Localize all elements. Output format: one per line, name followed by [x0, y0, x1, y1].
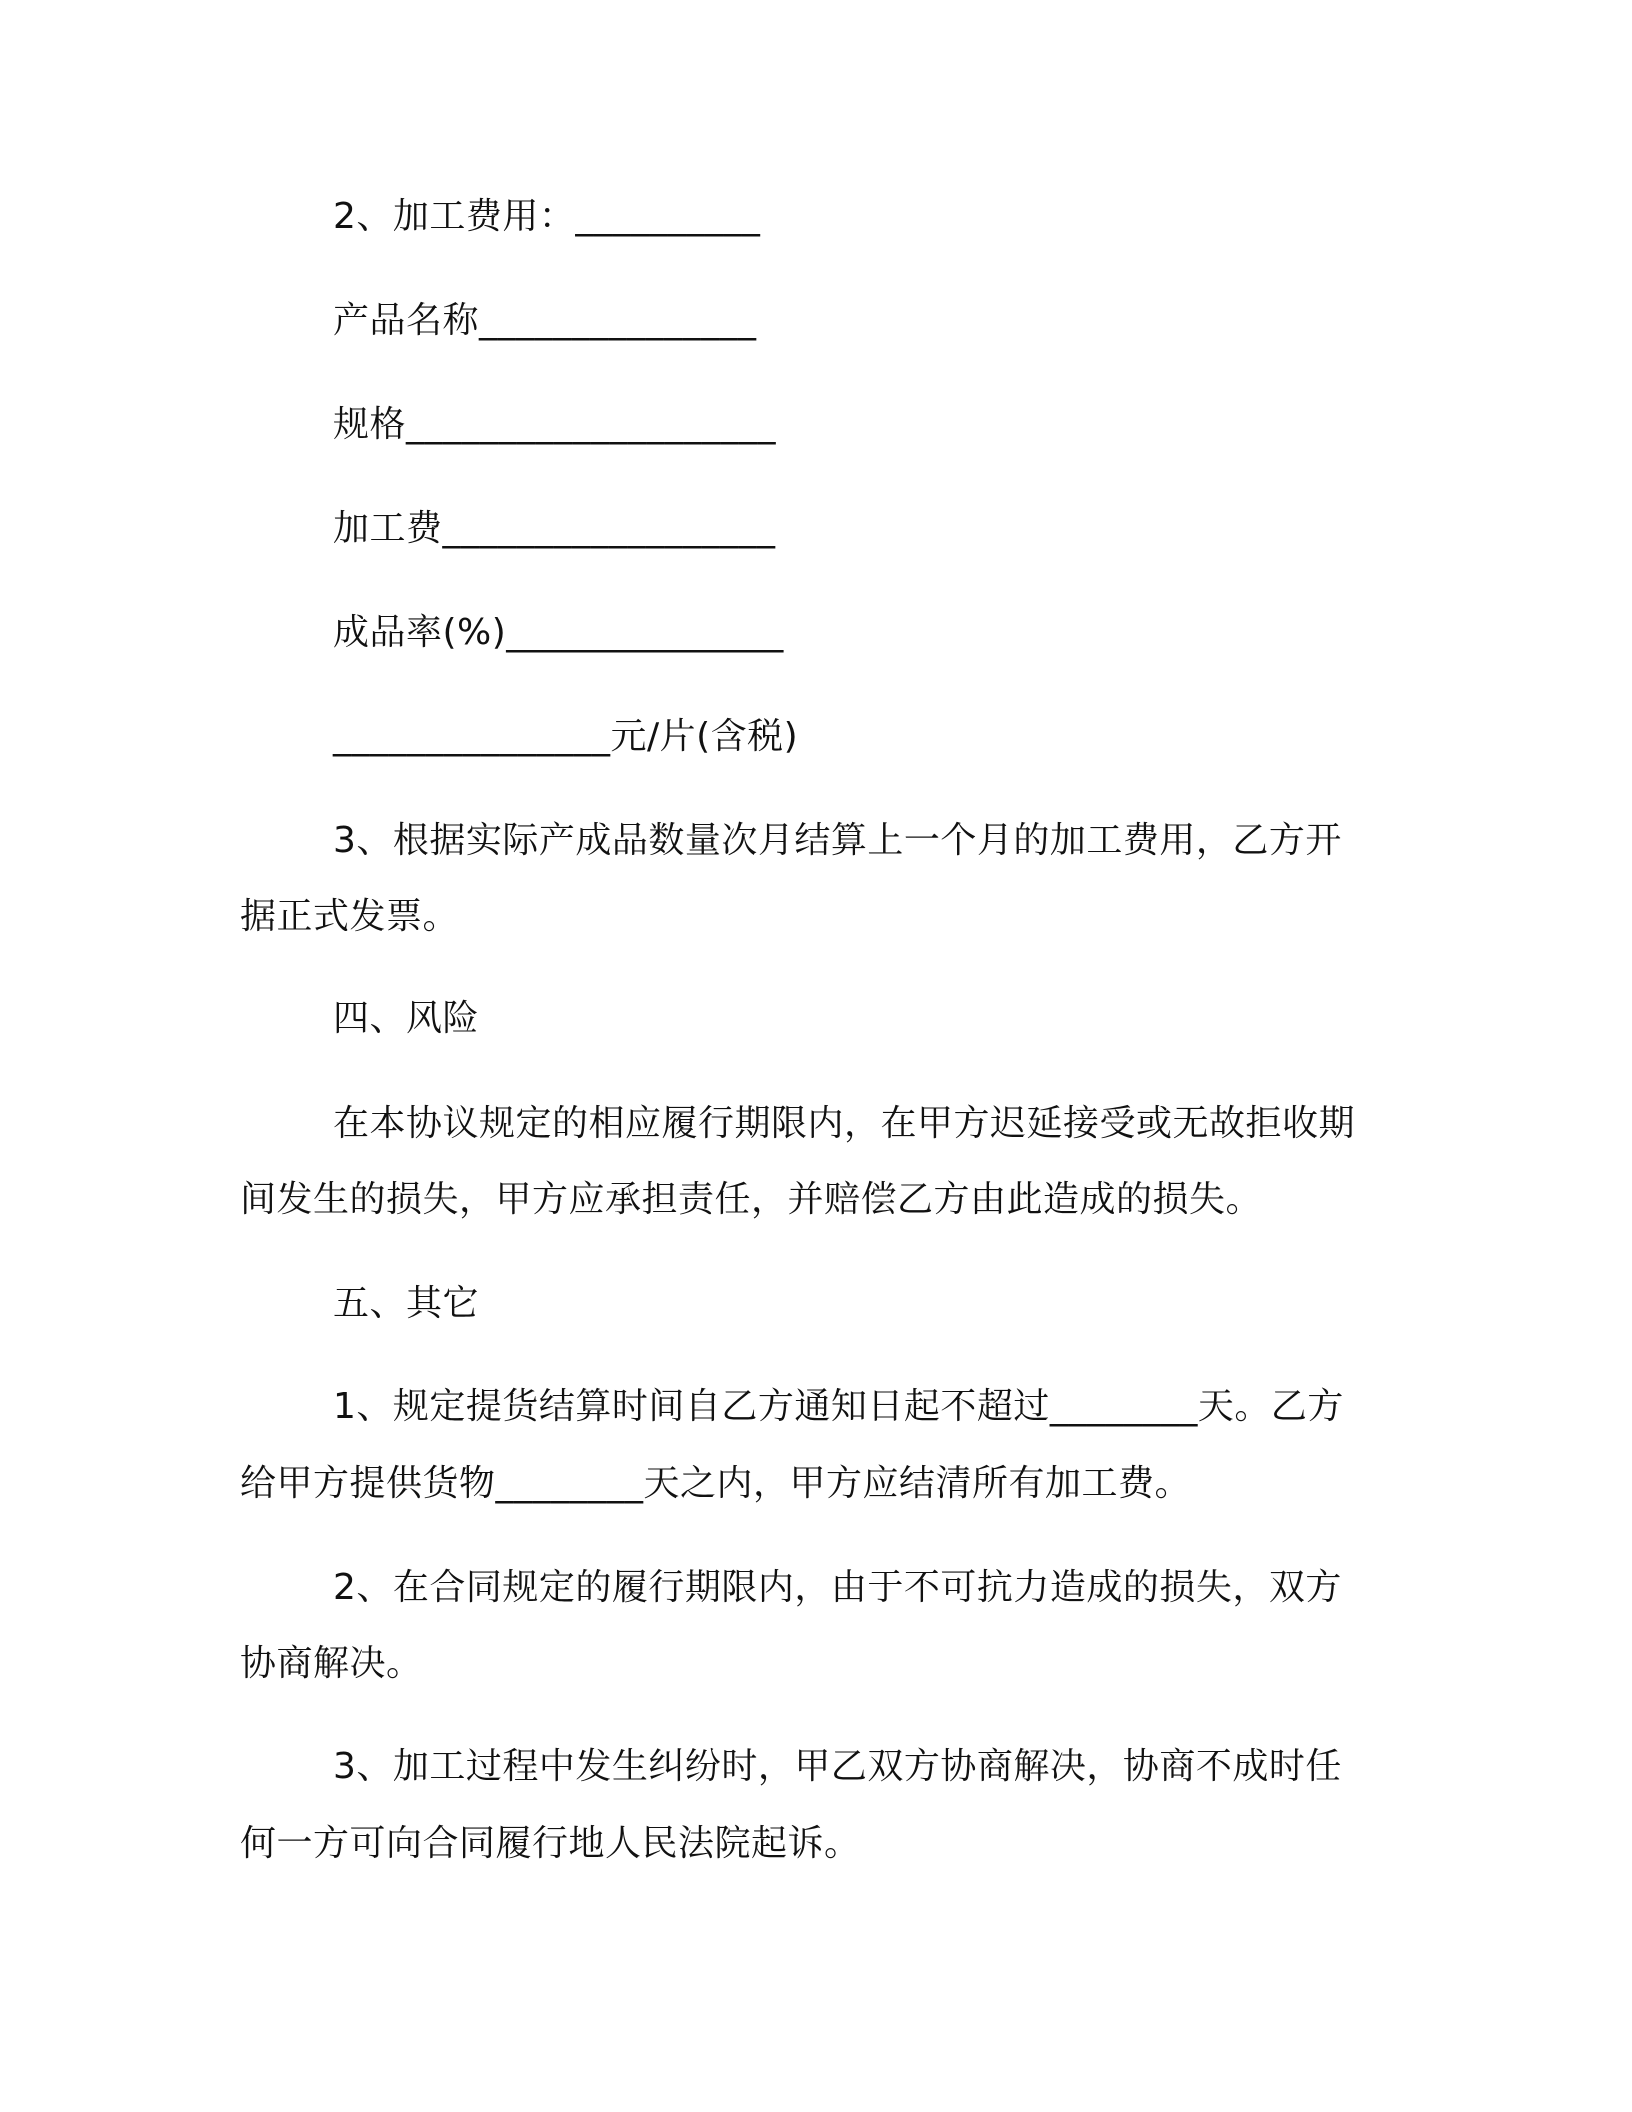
- field-processing-fee: 加工费__________________: [333, 508, 776, 549]
- section-5-heading: 五、其它: [333, 1283, 480, 1324]
- section-5-item-2-line-1: 2、在合同规定的履行期限内，由于不可抗力造成的损失，双方: [333, 1567, 1342, 1608]
- clause-3-line-2: 据正式发票。: [240, 896, 460, 937]
- field-yield-rate: 成品率(%)_______________: [333, 612, 784, 653]
- section-4-line-1: 在本协议规定的相应履行期限内，在甲方迟延接受或无故拒收期: [333, 1103, 1356, 1144]
- section-5-item-3-line-1: 3、加工过程中发生纠纷时，甲乙双方协商解决，协商不成时任: [333, 1746, 1342, 1787]
- clause-3-line-1: 3、根据实际产成品数量次月结算上一个月的加工费用，乙方开: [333, 820, 1342, 861]
- section-5-item-2-line-2: 协商解决。: [240, 1643, 423, 1684]
- section-4-line-2: 间发生的损失，甲方应承担责任，并赔偿乙方由此造成的损失。: [240, 1179, 1263, 1220]
- fee-heading: 2、加工费用：__________: [333, 196, 761, 237]
- section-5-item-1-line-1: 1、规定提货结算时间自乙方通知日起不超过________天。乙方: [333, 1386, 1344, 1427]
- section-4-heading: 四、风险: [333, 998, 480, 1039]
- field-product-name: 产品名称_______________: [333, 300, 757, 341]
- section-5-item-3-line-2: 何一方可向合同履行地人民法院起诉。: [240, 1823, 861, 1864]
- section-5-item-1-line-2: 给甲方提供货物________天之内，甲方应结清所有加工费。: [240, 1463, 1192, 1504]
- field-spec: 规格____________________: [333, 404, 777, 445]
- field-unit-price: _______________元/片(含税): [333, 716, 799, 757]
